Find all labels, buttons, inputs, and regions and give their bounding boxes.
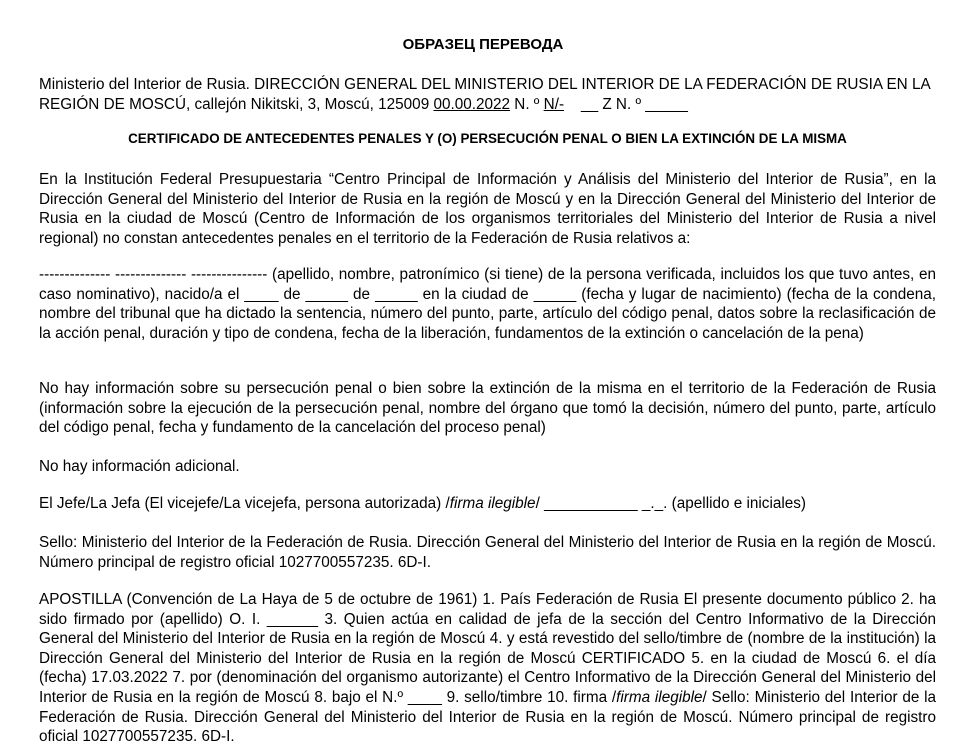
signature-text-b: / ___________ _._. (apellido e iniciales): [535, 495, 807, 512]
paragraph-apostille: [39, 590, 936, 747]
number-prefix: N. º: [510, 96, 544, 113]
number-suffix: __ Z N. º _____: [564, 96, 688, 113]
issue-date: 00.00.2022: [433, 96, 511, 113]
paragraph-institution: En la Institución Federal Presupuestaria “Centro Principal de Información y Análisis del Ministerio del Interior de Rusia”, en la Dirección General del Ministerio del Interior de Rusia en la región de Moscú y en la Dirección General del Ministerio del Interior de Rusia en la ciudad de Moscú (Centro de Información de los organismos territoriales del Ministerio del Interior de Rusia a nivel regional) no constan antecedentes penales en el territorio de la Federación de Rusia relativos a:: [39, 171, 936, 247]
document-title: ОБРАЗЕЦ ПЕРЕВОДА: [402, 36, 564, 53]
signature-text-a: El Jefe/La Jefa (El vicejefe/La vicejefa, persona autorizada) /: [39, 495, 450, 512]
signature-illegible: firma ilegible: [449, 495, 536, 512]
apostille-text-b: / Sello: Ministerio del Interior de la Federación de Rusia. Dirección General del Ministerio del Interior de Rusia en la región de Moscú. Número principal de registro oficial 1027700557235. 6D-I.: [39, 688, 936, 746]
paragraph-seal: Sello: Ministerio del Interior de la Federación de Rusia. Dirección General del Ministerio del Interior de Rusia en la región de Moscú. Número principal de registro oficial 1027700557235. 6D-I.: [39, 534, 936, 571]
apostille-illegible: firma ilegible: [616, 688, 703, 706]
issuer-text: Ministerio del Interior de Rusia. DIRECCIÓN GENERAL DEL MINISTERIO DEL INTERIOR DE LA FEDERACIÓN DE RUSIA EN LA REGIÓN DE MOSCÚ, callejón Nikitski, 3, Moscú, 125009: [39, 76, 930, 113]
paragraph-additional-info: No hay información adicional.: [39, 458, 240, 475]
document-number: N/-: [543, 96, 565, 113]
paragraph-prosecution: No hay información sobre su persecución penal o bien sobre la extinción de la misma en el territorio de la Federación de Rusia (información sobre la ejecución de la persecución penal, nombre del órgano que tomó la decisión, número del punto, parte, artículo del código penal, fecha y fundamento de la cancelación del proceso penal): [39, 380, 936, 437]
issuer-header: [39, 75, 936, 115]
apostille-text-a: APOSTILLA (Convención de La Haya de 5 de octubre de 1961) 1. País Federación de Rusia El presente documento público 2. ha sido firmado por (apellido) O. I. ______ 3. Quien actúa en calidad de jefa de la sección del Centro Informativo de la Dirección General del Ministerio del Interior de Rusia en la región de Moscú 4. y está revestido del sello/timbre de (nombre de la institución) la Dirección General del Ministerio del Interior de Rusia en la región de Moscú CERTIFICADO 5. en la ciudad de Moscú 6. el día (fecha) 17.03.2022 7. por (denominación del organismo autorizante) el Centro Informativo de la Dirección General del Ministerio del Interior de Rusia en la región de Moscú 8. bajo el N.º ____ 9. sello/timbre 10. firma /: [39, 591, 936, 706]
certificate-subtitle: CERTIFICADO DE ANTECEDENTES PENALES Y (O) PERSECUCIÓN PENAL O BIEN LA EXTINCIÓN DE LA MISMA: [128, 131, 847, 146]
paragraph-person-details: -------------- -------------- --------------- (apellido, nombre, patronímico (si tiene) de la persona verificada, incluidos los que tuvo antes, en caso nominativo), nacido/a el ____ de _____ de _____ en la ciudad de _____ (fecha y lugar de nacimiento) (fecha de la condena, nombre del tribunal que ha dictado la sentencia, número del punto, parte, artículo del código penal, datos sobre la reclasificación de la acción penal, duración y tipo de condena, fecha de la liberación, fundamentos de la extinción o cancelación de la pena): [39, 266, 936, 342]
paragraph-signature: [39, 494, 936, 514]
